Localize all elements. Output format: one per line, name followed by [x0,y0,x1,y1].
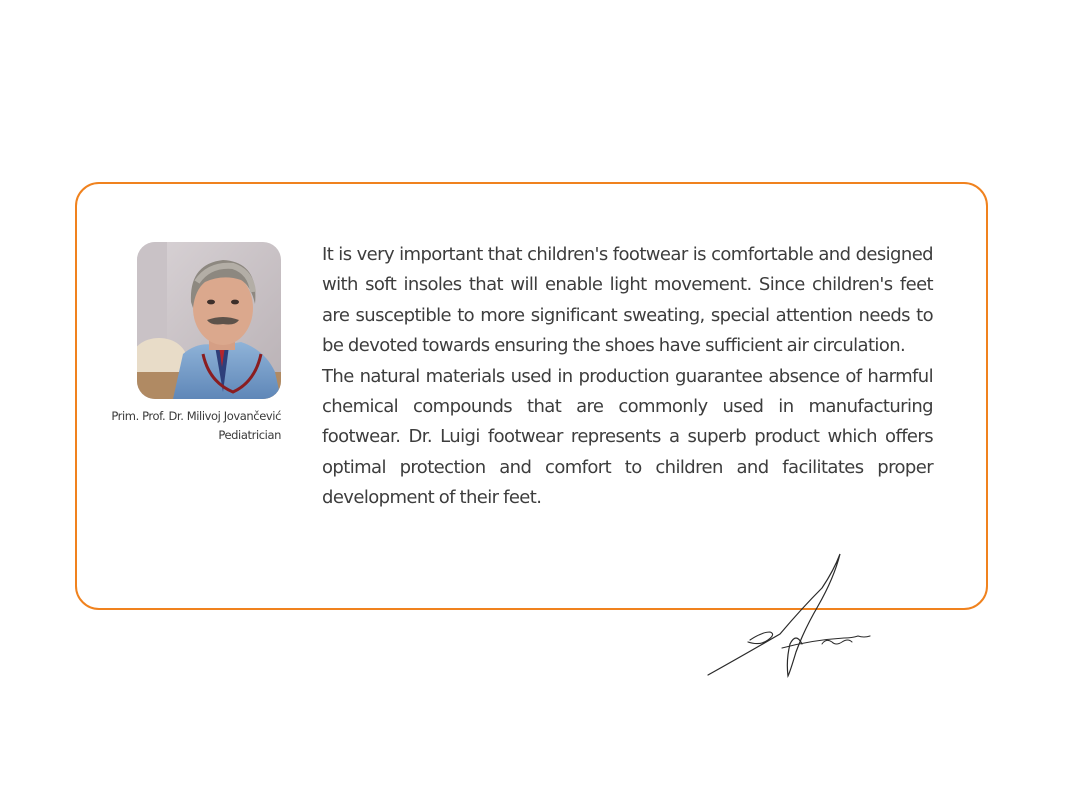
doctor-name: Prim. Prof. Dr. Milivoj Jovančević [111,409,281,423]
signature [702,548,874,680]
doctor-title: Pediatrician [218,428,281,442]
testimonial-text [322,240,933,514]
quote-paragraph-1: It is very important that children's footwear is comfortable and designed with soft insoles that will enable light movement. Since children's feet are susceptible to more significant sweating, special attention needs to be devoted towards ensuring the shoes have sufficient air circulation. [322,244,933,357]
doctor-caption [60,407,281,445]
doctor-photo [137,242,281,399]
quote-paragraph-2: The natural materials used in production guarantee absence of harmful chemical compounds that are commonly used in manufacturing footwear. Dr. Luigi footwear represents a superb product which offers optimal protection and comfort to children and facilitates proper development of their feet. [322,365,933,509]
